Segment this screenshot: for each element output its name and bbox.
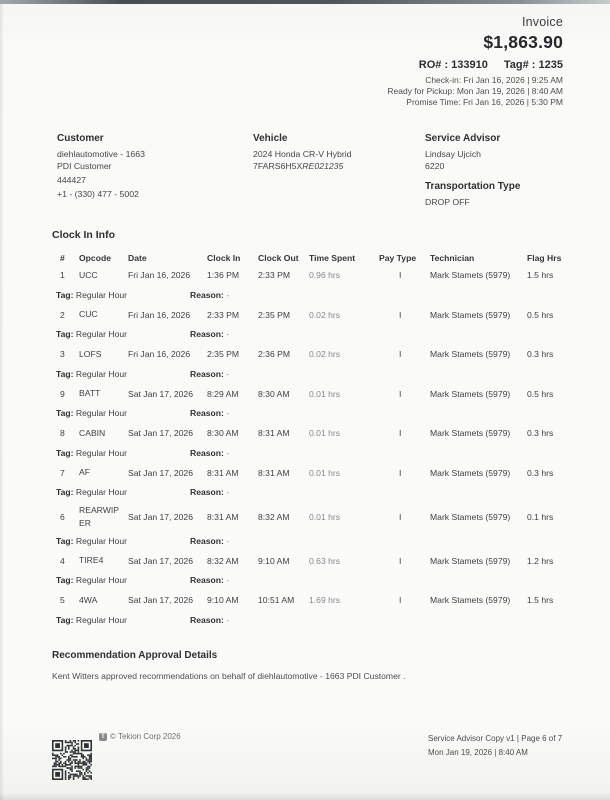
- row-number: 6: [60, 511, 65, 522]
- pay-type-cell: I: [399, 349, 402, 359]
- tag-pair: [56, 487, 190, 497]
- time-spent-cell: 0.02 hrs: [309, 349, 341, 359]
- table-row-group: [52, 304, 564, 344]
- copy-version: Service Advisor Copy v1 | Page 6 of 7: [428, 734, 563, 743]
- vin-suffix: RE021235: [302, 160, 344, 171]
- reason-pair: [190, 575, 229, 585]
- technician-cell: Mark Stamets (5979): [430, 428, 511, 438]
- customer-phone: +1 - (330) 477 - 5002: [57, 188, 139, 199]
- pay-type-cell: I: [399, 555, 402, 566]
- col-header-time-spent: Time Spent: [309, 252, 356, 263]
- clock-out-cell: 10:51 AM: [258, 595, 295, 605]
- flag-hrs-cell: 0.3 hrs: [527, 467, 554, 478]
- pay-type-cell: I: [399, 511, 402, 522]
- clock-in-cell: 8:30 AM: [207, 428, 239, 438]
- date-cell: Fri Jan 16, 2026: [128, 270, 191, 280]
- invoice-title: Invoice: [521, 15, 563, 29]
- clock-in-cell: 9:10 AM: [207, 595, 239, 605]
- recommendation-heading: Recommendation Approval Details: [52, 650, 218, 661]
- tag-value: Regular Hour: [75, 368, 128, 379]
- reason-label: Reason:: [190, 535, 224, 546]
- tag-pair: [56, 290, 190, 300]
- reason-value: -: [226, 447, 230, 458]
- flag-hrs-cell: 0.3 hrs: [527, 349, 554, 359]
- table-row-group: [52, 383, 564, 423]
- customer-type: PDI Customer: [57, 160, 112, 171]
- vin-prefix: 7FARS6H5X: [253, 160, 303, 171]
- advisor-block: [425, 133, 570, 209]
- tag-label: Tag:: [56, 575, 74, 586]
- time-spent-cell: 0.01 hrs: [309, 467, 341, 478]
- tag-label: Tag:: [56, 329, 74, 340]
- flag-hrs-cell: 1.2 hrs: [527, 555, 554, 566]
- col-header-num: #: [60, 252, 65, 263]
- technician-cell: Mark Stamets (5979): [430, 388, 511, 399]
- transportation-block: [425, 181, 570, 209]
- date-cell: Sat Jan 17, 2026: [128, 555, 193, 566]
- reason-value: -: [226, 368, 230, 379]
- invoice-header: [483, 15, 563, 53]
- ro-number: RO# : 133910: [418, 59, 488, 71]
- time-spent-cell: 0.01 hrs: [309, 388, 341, 399]
- clock-in-cell: 8:32 AM: [207, 555, 239, 566]
- table-row: [52, 304, 564, 326]
- flag-hrs-cell: 0.5 hrs: [527, 388, 554, 399]
- tag-number: Tag# : 1235: [503, 59, 563, 71]
- flag-hrs-cell: 1.5 hrs: [527, 270, 554, 280]
- tag-reason-row: [52, 326, 564, 344]
- date-cell: Sat Jan 17, 2026: [128, 428, 193, 438]
- table-row: [52, 422, 564, 444]
- scan-edge-top: [0, 0, 610, 4]
- pay-type-cell: I: [399, 428, 402, 438]
- promise-time: Promise Time: Fri Jan 16, 2026 | 5:30 PM: [406, 96, 563, 107]
- reason-value: -: [226, 614, 230, 625]
- tag-label: Tag:: [56, 408, 74, 419]
- clock-out-cell: 8:31 AM: [258, 467, 290, 478]
- pay-type-cell: I: [399, 270, 402, 280]
- pay-type-cell: I: [399, 467, 402, 478]
- flag-hrs-cell: 0.3 hrs: [527, 428, 554, 438]
- opcode-cell: REARWIPER: [79, 505, 119, 528]
- tag-label: Tag:: [56, 447, 74, 458]
- date-cell: Sat Jan 17, 2026: [128, 388, 193, 399]
- table-row: [52, 264, 564, 286]
- table-row-group: [52, 462, 564, 502]
- reason-value: -: [226, 535, 230, 546]
- tag-reason-row: [52, 484, 564, 502]
- col-header-clock-in: Clock In: [207, 252, 241, 263]
- flag-hrs-cell: 1.5 hrs: [527, 595, 554, 605]
- clock-out-cell: 9:10 AM: [258, 555, 290, 566]
- recommendation-section: [52, 650, 570, 681]
- opcode-cell: CABIN: [79, 427, 106, 438]
- table-row: [52, 501, 564, 532]
- clock-out-cell: 8:32 AM: [258, 511, 290, 522]
- ro-tag-line: [387, 59, 563, 71]
- clock-in-cell: 8:31 AM: [207, 511, 239, 522]
- customer-number: 444427: [57, 174, 86, 185]
- opcode-cell: LOFS: [79, 348, 102, 359]
- row-number: 3: [60, 349, 65, 359]
- opcode-cell: CUC: [79, 309, 98, 320]
- customer-name: diehlautomotive - 1663: [57, 149, 145, 159]
- qr-code: [52, 740, 92, 780]
- time-spent-cell: 0.63 hrs: [309, 555, 341, 566]
- opcode-cell: TIRE4: [79, 555, 104, 566]
- reason-pair: [190, 369, 229, 379]
- clock-out-cell: 2:33 PM: [258, 270, 291, 280]
- vehicle-heading: Vehicle: [253, 133, 288, 144]
- tag-value: Regular Hour: [75, 289, 128, 300]
- invoice-amount: $1,863.90: [483, 32, 563, 52]
- reason-pair: [190, 329, 229, 339]
- table-row: [52, 550, 564, 572]
- table-row-group: [52, 501, 564, 550]
- reason-label: Reason:: [190, 408, 224, 419]
- tag-label: Tag:: [56, 535, 74, 546]
- printed-datetime: Mon Jan 19, 2026 | 8:40 AM: [428, 747, 528, 757]
- service-advisor-heading: Service Advisor: [425, 133, 501, 144]
- col-header-pay-type: Pay Type: [379, 252, 417, 263]
- time-spent-cell: 0.01 hrs: [309, 511, 341, 522]
- vehicle-vin: [253, 161, 425, 173]
- date-cell: Fri Jan 16, 2026: [128, 349, 191, 359]
- clock-in-title: Clock In Info: [52, 229, 115, 241]
- table-row: [52, 343, 564, 365]
- tag-label: Tag:: [56, 614, 74, 625]
- table-row-group: [52, 422, 564, 462]
- transportation-heading: Transportation Type: [425, 181, 521, 193]
- row-number: 1: [60, 270, 65, 280]
- reason-label: Reason:: [190, 368, 224, 379]
- table-row-group: [52, 343, 564, 383]
- technician-cell: Mark Stamets (5979): [430, 555, 511, 566]
- service-advisor-name: Lindsay Ujcich: [425, 149, 482, 159]
- clock-in-table-header: [52, 251, 564, 264]
- tag-label: Tag:: [56, 289, 74, 300]
- col-header-flag-hrs: Flag Hrs: [527, 252, 562, 263]
- tag-value: Regular Hour: [75, 487, 128, 498]
- tag-pair: [56, 615, 190, 625]
- technician-cell: Mark Stamets (5979): [430, 270, 511, 280]
- table-row: [52, 462, 564, 484]
- parties-section: [57, 133, 570, 209]
- vehicle-block: [253, 133, 425, 209]
- tag-reason-row: [52, 532, 564, 550]
- customer-heading: Customer: [57, 133, 104, 144]
- time-spent-cell: 0.02 hrs: [309, 309, 341, 320]
- opcode-cell: BATT: [79, 388, 101, 399]
- ready-for-pickup-time: Ready for Pickup: Mon Jan 19, 2026 | 8:40 AM: [387, 85, 563, 96]
- tag-pair: [56, 575, 190, 585]
- tag-value: Regular Hour: [75, 408, 128, 419]
- tag-reason-row: [52, 286, 564, 304]
- pay-type-cell: I: [399, 595, 402, 605]
- reason-label: Reason:: [190, 329, 224, 340]
- reason-label: Reason:: [190, 614, 224, 625]
- table-row: [52, 589, 564, 611]
- clock-out-cell: 2:35 PM: [258, 309, 291, 320]
- table-row-group: [52, 589, 564, 629]
- reason-value: -: [226, 487, 230, 498]
- technician-cell: Mark Stamets (5979): [430, 467, 511, 478]
- reason-value: -: [226, 329, 230, 340]
- row-number: 7: [60, 467, 65, 478]
- time-spent-cell: 0.96 hrs: [309, 270, 341, 280]
- clock-in-cell: 8:29 AM: [207, 388, 239, 399]
- reason-label: Reason:: [190, 447, 224, 458]
- date-cell: Sat Jan 17, 2026: [128, 511, 193, 522]
- customer-block: [57, 133, 253, 209]
- col-header-opcode: Opcode: [79, 252, 111, 263]
- pay-type-cell: I: [399, 388, 402, 399]
- tag-reason-row: [52, 444, 564, 462]
- col-header-technician: Technician: [430, 252, 475, 263]
- tag-reason-row: [52, 405, 564, 423]
- clock-in-section: [52, 229, 564, 629]
- clock-in-cell: 2:33 PM: [207, 309, 240, 320]
- vehicle-model: 2024 Honda CR-V Hybrid: [253, 149, 352, 159]
- row-number: 5: [60, 595, 65, 605]
- tag-reason-row: [52, 611, 564, 629]
- footer-page-info: [428, 732, 562, 759]
- opcode-cell: 4WA: [79, 594, 98, 605]
- tag-value: Regular Hour: [75, 614, 128, 625]
- reason-pair: [190, 487, 229, 497]
- flag-hrs-cell: 0.1 hrs: [527, 511, 554, 522]
- tag-value: Regular Hour: [75, 575, 128, 586]
- clock-in-cell: 1:36 PM: [207, 270, 240, 280]
- reason-label: Reason:: [190, 289, 224, 300]
- date-cell: Fri Jan 16, 2026: [128, 309, 191, 320]
- reason-label: Reason:: [190, 487, 224, 498]
- technician-cell: Mark Stamets (5979): [430, 595, 511, 605]
- footer-copyright: [99, 732, 181, 741]
- row-number: 8: [60, 428, 65, 438]
- date-cell: Sat Jan 17, 2026: [128, 595, 193, 605]
- tag-reason-row: [52, 365, 564, 383]
- technician-cell: Mark Stamets (5979): [430, 511, 511, 522]
- clock-in-cell: 2:35 PM: [207, 349, 240, 359]
- reason-value: -: [226, 575, 230, 586]
- time-spent-cell: 1.69 hrs: [309, 595, 341, 605]
- reason-value: -: [226, 408, 230, 419]
- tag-label: Tag:: [56, 487, 74, 498]
- opcode-cell: AF: [79, 467, 90, 478]
- table-row-group: [52, 264, 564, 304]
- service-advisor-number: 6220: [425, 160, 445, 171]
- reason-pair: [190, 408, 229, 418]
- tag-label: Tag:: [56, 368, 74, 379]
- tag-reason-row: [52, 572, 564, 590]
- opcode-cell: UCC: [79, 269, 98, 280]
- tag-pair: [56, 448, 190, 458]
- scan-edge-left: [0, 0, 4, 800]
- tag-pair: [56, 536, 190, 546]
- reason-value: -: [226, 289, 230, 300]
- table-row: [52, 383, 564, 405]
- time-spent-cell: 0.01 hrs: [309, 428, 341, 438]
- col-header-clock-out: Clock Out: [258, 252, 299, 263]
- copyright-text: © Tekion Corp 2026: [110, 732, 181, 741]
- reason-pair: [190, 290, 229, 300]
- table-row-group: [52, 550, 564, 590]
- reason-pair: [190, 615, 229, 625]
- clock-out-cell: 8:30 AM: [258, 388, 290, 399]
- tekion-logo-icon: T: [99, 733, 107, 741]
- check-in-time: Check-in: Fri Jan 16, 2026 | 9:25 AM: [425, 75, 563, 85]
- col-header-date: Date: [128, 252, 147, 263]
- tag-pair: [56, 329, 190, 339]
- recommendation-text: Kent Witters approved recommendations on behalf of diehlautomotive - 1663 PDI Customer .: [52, 671, 406, 681]
- clock-in-cell: 8:31 AM: [207, 467, 239, 478]
- tag-value: Regular Hour: [75, 535, 128, 546]
- tag-value: Regular Hour: [75, 447, 128, 458]
- tag-pair: [56, 369, 190, 379]
- reason-label: Reason:: [190, 575, 224, 586]
- ro-info-block: [387, 59, 563, 107]
- clock-in-rows: [52, 264, 564, 629]
- row-number: 9: [60, 388, 65, 399]
- reason-pair: [190, 536, 229, 546]
- clock-out-cell: 2:36 PM: [258, 349, 291, 359]
- date-cell: Sat Jan 17, 2026: [128, 467, 193, 478]
- technician-cell: Mark Stamets (5979): [430, 309, 511, 320]
- ro-dates: [387, 75, 563, 107]
- pay-type-cell: I: [399, 309, 402, 320]
- flag-hrs-cell: 0.5 hrs: [527, 309, 554, 320]
- row-number: 4: [60, 555, 65, 566]
- tag-pair: [56, 408, 190, 418]
- reason-pair: [190, 448, 229, 458]
- row-number: 2: [60, 309, 65, 320]
- technician-cell: Mark Stamets (5979): [430, 349, 511, 359]
- transportation-value: DROP OFF: [425, 197, 470, 208]
- clock-out-cell: 8:31 AM: [258, 428, 290, 438]
- scan-edge-bottom: [0, 792, 610, 800]
- tag-value: Regular Hour: [75, 329, 128, 340]
